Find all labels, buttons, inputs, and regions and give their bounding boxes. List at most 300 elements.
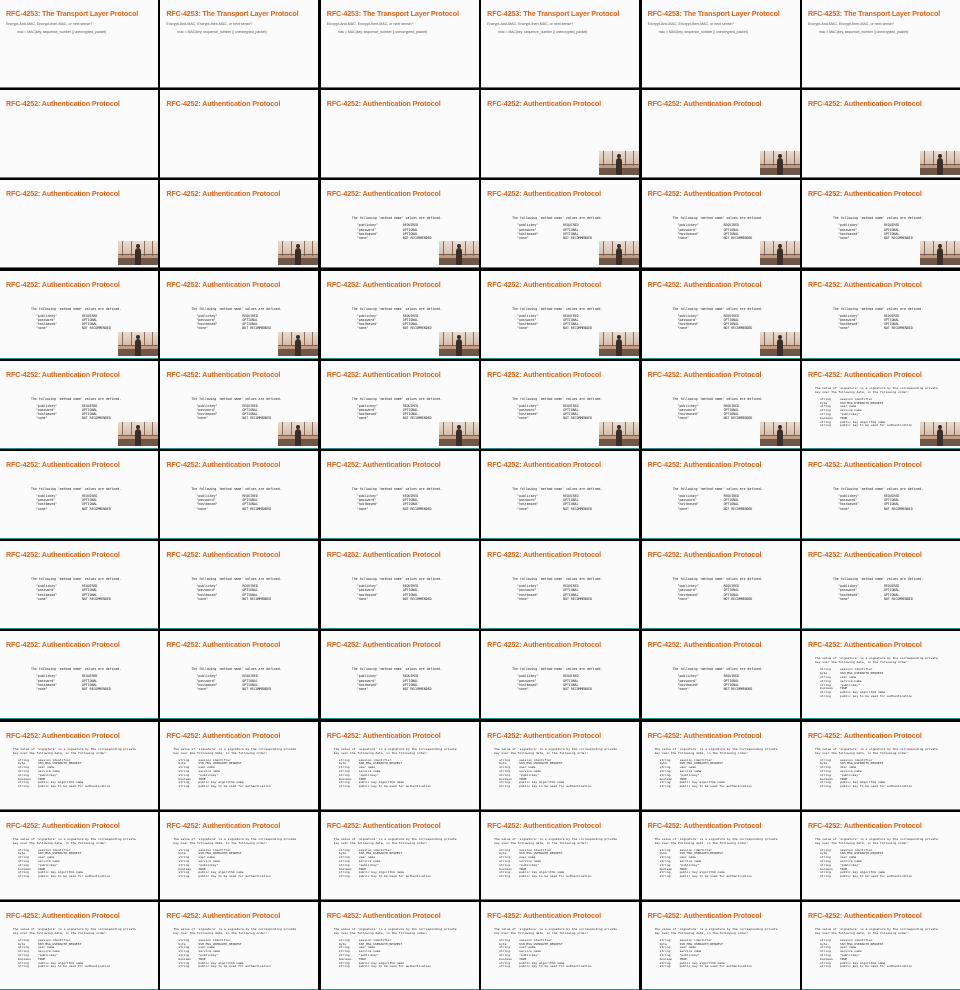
method-name: "none" <box>36 416 48 421</box>
signature-field-desc: session identifier <box>38 847 71 852</box>
method-names-intro: The following 'method name' values are defined. <box>512 306 603 311</box>
method-status: OPTIONAL <box>723 317 739 322</box>
slide-thumbnail[interactable] <box>642 631 800 719</box>
signature-field-type: byte <box>338 761 347 766</box>
signature-field-type: string <box>18 937 29 942</box>
signature-field-desc: "publickey" <box>679 862 700 867</box>
slide-title: RFC-4252: Authentication Protocol <box>647 369 762 379</box>
slide-thumbnail[interactable] <box>481 180 639 268</box>
signature-field-desc: public key to be used for authentication <box>358 874 432 879</box>
slide-photo <box>760 151 800 175</box>
signature-field-desc: SSH_MSG_USERAUTH_REQUEST <box>358 851 403 856</box>
slide-thumbnail[interactable] <box>481 812 639 900</box>
signature-field-desc: public key algorithm name <box>358 960 404 965</box>
signature-field-type: string <box>819 937 831 942</box>
signature-field-desc: "publickey" <box>679 953 700 958</box>
slide-title: RFC-4252: Authentication Protocol <box>6 369 120 379</box>
method-name: "password" <box>356 588 376 593</box>
method-name: "password" <box>356 227 376 232</box>
slide-thumbnail[interactable] <box>481 631 639 719</box>
slide-thumbnail[interactable] <box>321 271 479 359</box>
method-name: "hostbased" <box>36 412 58 417</box>
signature-field-type: string <box>659 937 671 942</box>
slide-title: RFC-4252: Authentication Protocol <box>6 910 120 920</box>
slide-title: RFC-4252: Authentication Protocol <box>487 189 601 199</box>
slide-thumbnail[interactable] <box>160 361 318 449</box>
signature-field-desc: SSH_MSG_USERAUTH_REQUEST <box>519 761 563 766</box>
signature-field-type: string <box>819 862 831 867</box>
method-names-intro: The following 'method name' values are defined. <box>31 667 122 672</box>
slide-thumbnail[interactable] <box>802 180 960 268</box>
slide-thumbnail[interactable] <box>481 902 639 990</box>
signature-intro: key over the following data, in the following order: <box>13 840 107 845</box>
slide-thumbnail[interactable] <box>642 180 800 268</box>
method-name: "publickey" <box>517 674 539 679</box>
photo-person-head <box>778 425 782 429</box>
method-status: OPTIONAL <box>82 412 98 417</box>
method-name: "hostbased" <box>36 592 58 597</box>
slide-thumbnail[interactable] <box>0 361 158 449</box>
slide-thumbnail[interactable] <box>321 631 479 719</box>
method-names-intro: The following 'method name' values are defined. <box>191 486 282 491</box>
signature-field-desc: public key to be used for authentication <box>358 964 432 969</box>
photo-person <box>777 248 783 265</box>
slide-thumbnail[interactable] <box>481 451 639 539</box>
signature-field-type: string <box>819 690 831 695</box>
method-status: OPTIONAL <box>82 682 98 687</box>
method-name: "publickey" <box>36 674 58 679</box>
signature-field-type: string <box>499 859 511 864</box>
signature-field-desc: session identifier <box>839 937 873 942</box>
slide-thumbnail[interactable] <box>642 361 800 449</box>
slide-photo <box>439 332 479 356</box>
signature-field-desc: "publickey" <box>358 953 379 958</box>
signature-block <box>321 902 479 989</box>
method-name: "hostbased" <box>356 412 378 417</box>
signature-intro: The value of 'signature' is a signature by the corresponding private <box>13 746 136 751</box>
signature-field-type: string <box>819 847 831 852</box>
signature-field-type: string <box>819 674 831 679</box>
method-name: "hostbased" <box>677 592 699 597</box>
signature-field-type: string <box>178 855 190 860</box>
slide-thumbnail[interactable] <box>481 0 639 88</box>
method-status: OPTIONAL <box>723 231 739 236</box>
signature-field-desc: session identifier <box>38 757 71 762</box>
signature-field-desc: SSH_MSG_USERAUTH_REQUEST <box>839 851 884 856</box>
method-status: NOT RECOMMENDED <box>563 506 592 511</box>
method-names-intro: The following 'method name' values are defined. <box>512 396 603 401</box>
slide-title: RFC-4252: Authentication Protocol <box>6 459 120 469</box>
signature-field-desc: "publickey" <box>839 953 860 958</box>
signature-intro: The value of 'signature' is a signature by the corresponding private <box>654 836 778 841</box>
signature-field-type: string <box>338 765 350 770</box>
method-name: "hostbased" <box>36 682 58 687</box>
slide-thumbnail[interactable] <box>802 361 960 449</box>
photo-person <box>295 429 301 446</box>
slide-thumbnail[interactable] <box>160 451 318 539</box>
signature-field-type: string <box>499 847 511 852</box>
slide-thumbnail[interactable] <box>802 0 960 88</box>
signature-field-type: string <box>499 765 511 770</box>
method-name: "publickey" <box>196 313 218 318</box>
slide-thumbnail[interactable] <box>642 451 800 539</box>
slide-thumbnail[interactable] <box>642 90 800 178</box>
signature-intro: key over the following data, in the following order: <box>333 750 428 755</box>
slide-thumbnail[interactable] <box>321 0 479 88</box>
method-status: REQUIRED <box>242 313 258 318</box>
signature-field-type: string <box>178 768 190 773</box>
slide-thumbnail[interactable] <box>481 271 639 359</box>
signature-field-desc: SSH_MSG_USERAUTH_REQUEST <box>839 400 884 405</box>
slide-thumbnail[interactable] <box>321 90 479 178</box>
method-status: OPTIONAL <box>242 502 258 507</box>
slide-thumbnail[interactable] <box>0 722 158 810</box>
slide-thumbnail[interactable] <box>321 722 479 810</box>
signature-intro: The value of 'signature' is a signature by the corresponding private <box>13 836 136 841</box>
method-status: NOT RECOMMENDED <box>402 326 432 331</box>
method-names-block <box>0 631 158 718</box>
method-name: "none" <box>196 506 208 511</box>
method-name: "publickey" <box>356 223 378 228</box>
slide-photo <box>920 241 960 265</box>
signature-field-desc: user name <box>198 855 215 860</box>
photo-person-head <box>457 425 461 429</box>
slide-thumbnail[interactable] <box>0 541 158 629</box>
photo-person <box>135 339 141 356</box>
slide-thumbnail[interactable] <box>642 722 800 810</box>
slide-title: RFC-4252: Authentication Protocol <box>807 730 922 740</box>
method-name: "password" <box>36 317 56 322</box>
signature-field-type: string <box>338 937 350 942</box>
signature-field-type: string <box>659 874 671 879</box>
slide-thumbnail[interactable] <box>481 722 639 810</box>
signature-field-desc: user name <box>679 945 696 950</box>
signature-field-type: string <box>338 964 350 969</box>
method-names-block <box>642 541 800 628</box>
signature-field-desc: public key to be used for authentication <box>38 964 111 969</box>
photo-person <box>135 429 141 446</box>
slide-thumbnail[interactable] <box>802 902 960 990</box>
method-names-intro: The following 'method name' values are defined. <box>512 486 603 491</box>
method-names-intro: The following 'method name' values are defined. <box>512 216 603 221</box>
method-status: NOT RECOMMENDED <box>883 326 913 331</box>
method-name: "hostbased" <box>517 502 539 507</box>
method-name: "password" <box>196 317 216 322</box>
slide-thumbnail[interactable] <box>642 0 800 88</box>
method-names-block <box>802 451 960 538</box>
slide-title: RFC-4252: Authentication Protocol <box>6 550 120 560</box>
slide-thumbnail[interactable] <box>0 271 158 359</box>
slide-thumbnail[interactable] <box>802 631 960 719</box>
slide-thumbnail[interactable] <box>160 541 318 629</box>
slide-thumbnail[interactable] <box>642 902 800 990</box>
slide-thumbnail[interactable] <box>802 90 960 178</box>
method-status: REQUIRED <box>563 493 579 498</box>
signature-field-desc: public key to be used for authentication <box>839 874 913 879</box>
slide-title: RFC-4252: Authentication Protocol <box>807 459 922 469</box>
signature-intro: key over the following data, in the following order: <box>654 840 749 845</box>
method-status: OPTIONAL <box>82 407 98 412</box>
method-name: "none" <box>677 596 690 601</box>
method-name: "publickey" <box>677 493 699 498</box>
method-status: OPTIONAL <box>82 678 98 683</box>
signature-intro: The value of 'signature' is a signature by the corresponding private <box>173 926 297 931</box>
slide-thumbnail[interactable] <box>642 541 800 629</box>
method-names-block <box>321 451 479 538</box>
slide-thumbnail[interactable] <box>0 631 158 719</box>
slide-title: RFC-4252: Authentication Protocol <box>166 730 281 740</box>
signature-field-type: byte <box>819 761 828 766</box>
signature-field-type: string <box>659 855 671 860</box>
method-status: REQUIRED <box>883 223 900 228</box>
signature-field-desc: "publickey" <box>358 772 379 777</box>
signature-field-type: string <box>659 784 671 789</box>
method-names-intro: The following 'method name' values are defined. <box>191 396 282 401</box>
signature-field-desc: session identifier <box>839 667 873 672</box>
signature-field-desc: public key algorithm name <box>38 780 84 785</box>
method-status: NOT RECOMMENDED <box>402 416 432 421</box>
signature-field-desc: SSH_MSG_USERAUTH_REQUEST <box>519 851 563 856</box>
method-status: OPTIONAL <box>402 682 419 687</box>
method-name: "hostbased" <box>837 502 860 507</box>
signature-field-desc: TRUE <box>38 956 46 961</box>
method-names-intro: The following 'method name' values are defined. <box>512 577 603 582</box>
signature-field-desc: SSH_MSG_USERAUTH_REQUEST <box>519 941 563 946</box>
signature-field-desc: SSH_MSG_USERAUTH_REQUEST <box>198 941 242 946</box>
method-name: "none" <box>36 596 48 601</box>
signature-field-type: string <box>659 765 671 770</box>
signature-field-desc: TRUE <box>519 866 527 871</box>
slide-thumbnail[interactable] <box>0 451 158 539</box>
slide-thumbnail[interactable] <box>160 0 318 88</box>
slide-thumbnail[interactable] <box>160 90 318 178</box>
signature-field-type: string <box>659 870 671 875</box>
photo-person <box>456 339 462 356</box>
method-names-intro: The following 'method name' values are defined. <box>672 306 763 311</box>
slide-title: RFC-4252: Authentication Protocol <box>807 189 922 199</box>
signature-intro: key over the following data, in the following order: <box>494 930 589 935</box>
photo-person <box>456 248 462 265</box>
signature-field-desc: SSH_MSG_USERAUTH_REQUEST <box>358 941 403 946</box>
signature-field-desc: public key to be used for authentication <box>198 964 271 969</box>
signature-intro: The value of 'signature' is a signature by the corresponding private <box>654 746 778 751</box>
slide-thumbnail[interactable] <box>0 812 158 900</box>
signature-field-type: string <box>178 784 190 789</box>
signature-field-type: boolean <box>819 866 833 871</box>
signature-field-type: string <box>178 949 190 954</box>
signature-field-type: string <box>499 953 511 958</box>
slide-thumbnail[interactable] <box>0 0 158 88</box>
method-name: "password" <box>517 498 537 503</box>
signature-field-type: string <box>499 757 511 762</box>
signature-field-desc: TRUE <box>358 956 367 961</box>
signature-field-type: boolean <box>338 866 352 871</box>
signature-field-desc: service name <box>519 859 541 864</box>
method-status: REQUIRED <box>723 493 739 498</box>
slide-thumbnail[interactable] <box>642 812 800 900</box>
signature-field-desc: user name <box>839 404 857 409</box>
signature-field-desc: user name <box>38 945 55 950</box>
method-name: "password" <box>837 498 858 503</box>
slide-thumbnail[interactable] <box>321 902 479 990</box>
slide-text-line: Encrypt-And-MAC, Encrypt-then-MAC, or next sense? <box>326 22 413 26</box>
slide-title: RFC-4252: Authentication Protocol <box>647 640 762 650</box>
signature-intro: key over the following data, in the following order: <box>13 930 107 935</box>
slide-thumbnail[interactable] <box>160 812 318 900</box>
method-status: OPTIONAL <box>883 231 900 236</box>
signature-field-desc: service name <box>38 949 60 954</box>
method-name: "none" <box>356 686 369 691</box>
signature-field-type: boolean <box>178 956 192 961</box>
method-name: "publickey" <box>196 493 218 498</box>
method-name: "none" <box>837 506 850 511</box>
signature-field-desc: service name <box>839 768 862 773</box>
slide-thumbnail[interactable] <box>481 541 639 629</box>
method-status: OPTIONAL <box>563 502 579 507</box>
method-name: "hostbased" <box>356 321 378 326</box>
signature-field-desc: "publickey" <box>198 862 219 867</box>
signature-field-desc: TRUE <box>519 956 527 961</box>
slide-title: RFC-4253: The Transport Layer Protocol <box>647 9 780 18</box>
signature-field-type: string <box>499 874 511 879</box>
signature-field-desc: user name <box>358 765 376 770</box>
slide-title: RFC-4252: Authentication Protocol <box>6 640 120 650</box>
slide-title: RFC-4252: Authentication Protocol <box>807 550 922 560</box>
signature-field-type: string <box>819 772 831 777</box>
method-names-block <box>0 541 158 628</box>
signature-field-type: byte <box>18 851 26 856</box>
method-name: "hostbased" <box>196 321 218 326</box>
signature-field-desc: user name <box>38 855 55 860</box>
signature-intro: key over the following data, in the following order: <box>814 389 909 394</box>
slide-text-line: Encrypt-And-MAC, Encrypt-then-MAC, or next sense? <box>807 22 895 26</box>
signature-field-desc: public key algorithm name <box>358 870 404 875</box>
signature-block <box>481 812 639 899</box>
slide-photo <box>439 241 479 265</box>
slide-thumbnail[interactable] <box>481 361 639 449</box>
signature-field-desc: user name <box>839 674 857 679</box>
slide-thumbnail[interactable] <box>321 361 479 449</box>
method-status: REQUIRED <box>563 223 579 228</box>
slide-thumbnail[interactable] <box>321 541 479 629</box>
method-name: "none" <box>36 326 48 331</box>
signature-field-type: string <box>819 419 831 424</box>
signature-field-desc: TRUE <box>38 866 46 871</box>
slide-thumbnail[interactable] <box>160 631 318 719</box>
slide-title: RFC-4252: Authentication Protocol <box>166 550 281 560</box>
method-name: "none" <box>356 416 369 421</box>
slide-thumbnail[interactable] <box>481 90 639 178</box>
method-status: OPTIONAL <box>402 227 419 232</box>
method-status: OPTIONAL <box>563 412 579 417</box>
slide-thumbnail[interactable] <box>160 902 318 990</box>
signature-field-type: string <box>338 862 350 867</box>
photo-person <box>616 158 622 175</box>
slide-photo <box>439 422 479 446</box>
signature-field-desc: "publickey" <box>198 772 219 777</box>
signature-field-desc: session identifier <box>839 847 873 852</box>
signature-field-type: byte <box>659 941 667 946</box>
slide-thumbnail[interactable] <box>160 180 318 268</box>
slide-thumbnail[interactable] <box>0 902 158 990</box>
method-name: "password" <box>356 407 376 412</box>
signature-field-desc: user name <box>198 945 215 950</box>
slide-thumbnail[interactable] <box>321 451 479 539</box>
signature-field-type: string <box>338 847 350 852</box>
method-name: "hostbased" <box>196 412 218 417</box>
signature-field-desc: session identifier <box>519 937 552 942</box>
method-status: OPTIONAL <box>82 588 98 593</box>
method-name: "none" <box>677 506 690 511</box>
signature-field-desc: public key to be used for authentication <box>38 784 111 789</box>
method-names-block <box>160 451 318 538</box>
method-status: NOT RECOMMENDED <box>82 596 111 601</box>
slide-thumbnail[interactable] <box>160 271 318 359</box>
slide-thumbnail[interactable] <box>160 722 318 810</box>
method-status: OPTIONAL <box>82 321 98 326</box>
method-name: "none" <box>356 326 369 331</box>
method-name: "password" <box>356 498 376 503</box>
slide-title: RFC-4253: The Transport Layer Protocol <box>6 9 139 18</box>
slide-thumbnail[interactable] <box>321 180 479 268</box>
method-name: "none" <box>837 326 850 331</box>
method-status: REQUIRED <box>402 584 419 589</box>
method-status: REQUIRED <box>82 403 98 408</box>
slide-thumbnail[interactable] <box>0 180 158 268</box>
slide-thumbnail[interactable] <box>802 541 960 629</box>
slide-thumbnail[interactable] <box>0 90 158 178</box>
method-status: OPTIONAL <box>242 678 258 683</box>
method-name: "password" <box>677 498 697 503</box>
slide-thumbnail[interactable] <box>802 812 960 900</box>
signature-field-desc: SSH_MSG_USERAUTH_REQUEST <box>839 671 884 676</box>
slide-thumbnail[interactable] <box>642 271 800 359</box>
signature-field-desc: service name <box>358 768 381 773</box>
method-status: REQUIRED <box>82 584 98 589</box>
method-status: OPTIONAL <box>563 588 579 593</box>
signature-field-desc: service name <box>198 859 221 864</box>
signature-field-desc: user name <box>839 945 857 950</box>
method-name: "password" <box>36 407 56 412</box>
method-status: REQUIRED <box>402 403 419 408</box>
method-name: "publickey" <box>36 313 58 318</box>
slide-thumbnail[interactable] <box>321 812 479 900</box>
method-name: "none" <box>36 506 48 511</box>
signature-field-type: string <box>499 772 511 777</box>
method-name: "password" <box>677 227 697 232</box>
slide-thumbnail[interactable] <box>802 271 960 359</box>
slide-title: RFC-4252: Authentication Protocol <box>807 820 922 830</box>
method-status: OPTIONAL <box>82 592 98 597</box>
method-names-intro: The following 'method name' values are defined. <box>672 216 763 221</box>
signature-field-desc: public key algorithm name <box>38 870 84 875</box>
method-status: OPTIONAL <box>402 498 419 503</box>
method-status: OPTIONAL <box>402 502 419 507</box>
signature-field-type: boolean <box>18 866 31 871</box>
method-name: "publickey" <box>196 674 218 679</box>
signature-field-desc: SSH_MSG_USERAUTH_REQUEST <box>679 851 723 856</box>
signature-field-desc: service name <box>198 768 221 773</box>
signature-field-desc: session identifier <box>839 396 873 401</box>
slide-thumbnail[interactable] <box>802 451 960 539</box>
signature-field-desc: public key to be used for authentication <box>839 964 913 969</box>
slide-thumbnail[interactable] <box>802 722 960 810</box>
signature-field-type: string <box>819 874 831 879</box>
method-name: "hostbased" <box>517 321 539 326</box>
method-status: OPTIONAL <box>723 498 739 503</box>
signature-intro: key over the following data, in the following order: <box>333 840 428 845</box>
method-status: REQUIRED <box>402 493 419 498</box>
